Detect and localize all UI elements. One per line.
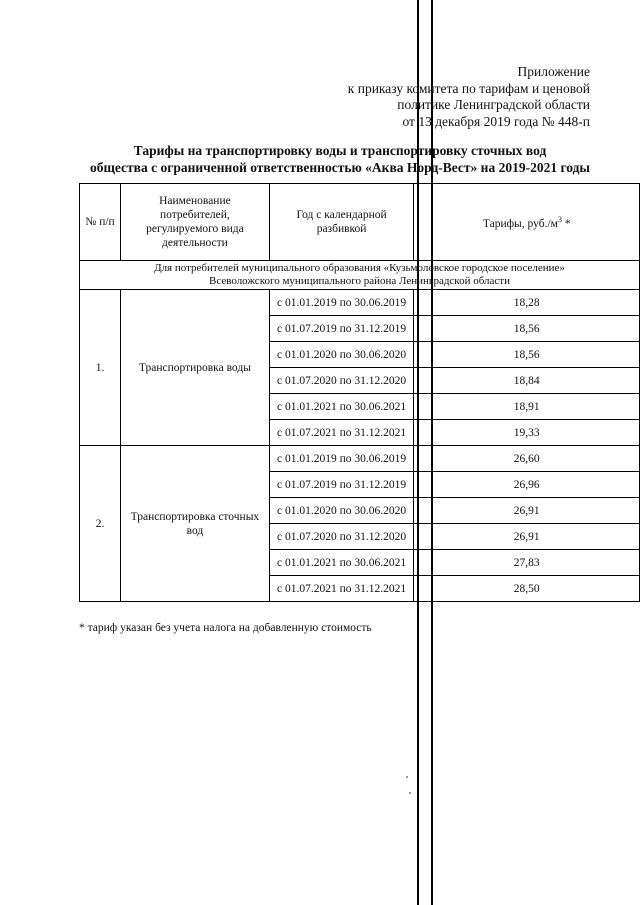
header-name: Наименование потребителей, регулируемого вида деятельности	[121, 184, 270, 261]
period-cell: с 01.07.2019 по 31.12.2019	[269, 316, 414, 342]
tariff-table	[79, 183, 640, 602]
period-cell: с 01.01.2020 по 30.06.2020	[269, 498, 414, 524]
appendix-line: Приложение	[517, 64, 590, 79]
table-row	[80, 290, 640, 316]
period-cell: с 01.07.2019 по 31.12.2019	[269, 472, 414, 498]
period-cell: с 01.07.2020 по 31.12.2020	[269, 368, 414, 394]
group-line: Для потребителей муниципального образования «Кузьмоловское городское поселение»	[154, 262, 565, 274]
tariff-cell: 27,83	[414, 550, 640, 576]
period-cell: с 01.01.2019 по 30.06.2019	[269, 290, 414, 316]
header-tariff	[414, 184, 640, 261]
tariff-cell: 26,91	[414, 524, 640, 550]
period-cell: с 01.07.2021 по 31.12.2021	[269, 420, 414, 446]
table-header-row	[80, 184, 640, 261]
tariff-cell: 28,50	[414, 576, 640, 602]
tariff-cell: 19,33	[414, 420, 640, 446]
header-period: Год с календарной разбивкой	[269, 184, 414, 261]
period-cell: с 01.07.2021 по 31.12.2021	[269, 576, 414, 602]
appendix-header	[348, 64, 590, 130]
period-cell: с 01.01.2021 по 30.06.2021	[269, 550, 414, 576]
period-cell: с 01.01.2021 по 30.06.2021	[269, 394, 414, 420]
service-name: Транспортировка воды	[121, 290, 270, 446]
group-cell	[80, 261, 640, 290]
tariff-cell: 26,91	[414, 498, 640, 524]
tariff-cell: 18,91	[414, 394, 640, 420]
scan-speck	[406, 776, 408, 778]
row-number: 2.	[80, 446, 121, 602]
tariff-cell: 18,84	[414, 368, 640, 394]
footnote: * тариф указан без учета налога на добавленную стоимость	[79, 622, 372, 634]
header-tariff-suffix: *	[561, 217, 571, 230]
row-number: 1.	[80, 290, 121, 446]
title-line: общества с ограниченной ответственностью «Аква Норд-Вест» на 2019-2021 годы	[90, 160, 590, 175]
tariff-cell: 26,60	[414, 446, 640, 472]
tariff-cell: 18,56	[414, 342, 640, 368]
tariff-cell: 18,28	[414, 290, 640, 316]
appendix-line: от 13 декабря 2019 года № 448-п	[402, 113, 590, 129]
title-line: Тарифы на транспортировку воды и транспортировку сточных вод	[133, 143, 547, 158]
group-line: Всеволожского муниципального района Ленинградской области	[208, 275, 511, 287]
scan-speck	[409, 792, 411, 794]
period-cell: с 01.07.2020 по 31.12.2020	[269, 524, 414, 550]
service-name: Транспортировка сточных вод	[121, 446, 270, 602]
document-title	[70, 142, 610, 176]
period-cell: с 01.01.2019 по 30.06.2019	[269, 446, 414, 472]
table-row	[80, 446, 640, 472]
tariff-cell: 26,96	[414, 472, 640, 498]
group-row	[80, 261, 640, 290]
period-cell: с 01.01.2020 по 30.06.2020	[269, 342, 414, 368]
header-tariff-sup: 3	[557, 215, 562, 225]
appendix-line: политике Ленинградской области	[397, 97, 590, 112]
header-tariff-label: Тарифы, руб./м	[482, 217, 558, 230]
header-num: № п/п	[80, 184, 121, 261]
tariff-cell: 18,56	[414, 316, 640, 342]
appendix-line: к приказу комитета по тарифам и ценовой	[347, 80, 590, 96]
